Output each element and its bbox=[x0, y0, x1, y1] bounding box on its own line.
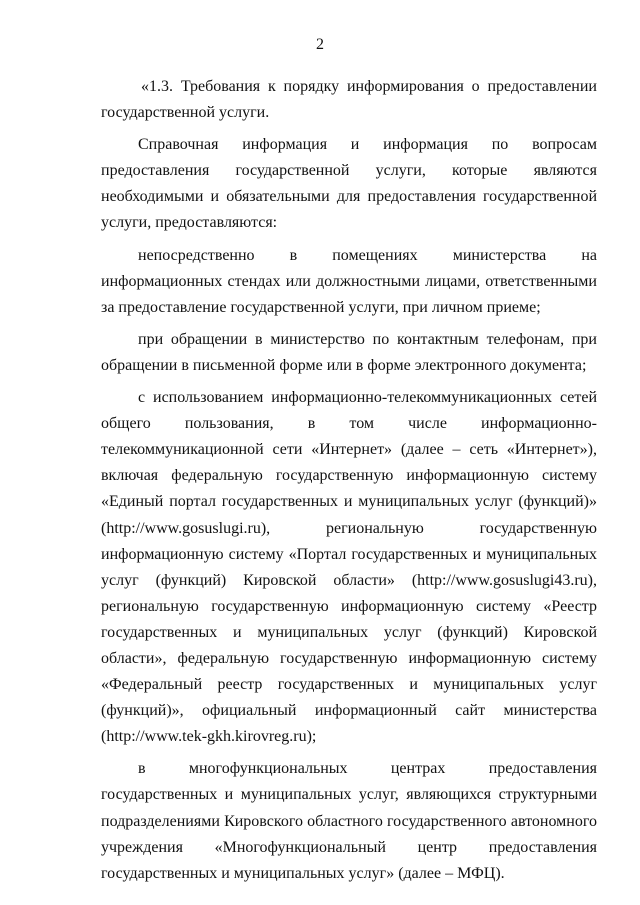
section-heading-paragraph: «1.3. Требования к порядку информирования о предоставлении государственной услуги. bbox=[101, 78, 597, 122]
body-paragraph: непосредственно в помещениях министерства на информационных стендах или должностными лицами, ответственными за предоставление государственной услуги, при личном приеме; bbox=[101, 246, 597, 316]
body-paragraph: Справочная информация и информация по вопросам предоставления государственной услуги, которые являются необходимыми и обязательными для предоставления государственной услуги, предоставляются: bbox=[101, 136, 597, 232]
document-body bbox=[101, 74, 597, 893]
body-paragraph: при обращении в министерство по контактным телефонам, при обращении в письменной форме или в форме электронного документа; bbox=[101, 330, 597, 374]
body-paragraph: в многофункциональных центрах предоставления государственных и муниципальных услуг, являющихся структурными подразделениями Кировского областного государственного автономного учреждения «Многофункциональный центр предоставления государственных и муниципальных услуг» (далее – МФЦ). bbox=[101, 760, 597, 882]
body-paragraph: с использованием информационно-телекоммуникационных сетей общего пользования, в том числе информационно-телекоммуникационной сети «Интернет» (далее – сеть «Интернет»), включая федеральную государственную информационную систему «Единый портал государственных и муниципальных услуг (функций)» (http://www.gosuslugi.ru), региональную государственную информационную систему «Портал государственных и муниципальных услуг (функций) Кировской области» (http://www.gosuslugi43.ru), региональную государственную информационную систему «Реестр государственных и муниципальных услуг (функций) Кировской области», федеральную государственную информационную систему «Федеральный реестр государственных и муниципальных услуг (функций)», официальный информационный сайт министерства (http://www.tek-gkh.kirovreg.ru); bbox=[101, 389, 597, 746]
page-number: 2 bbox=[316, 36, 324, 53]
